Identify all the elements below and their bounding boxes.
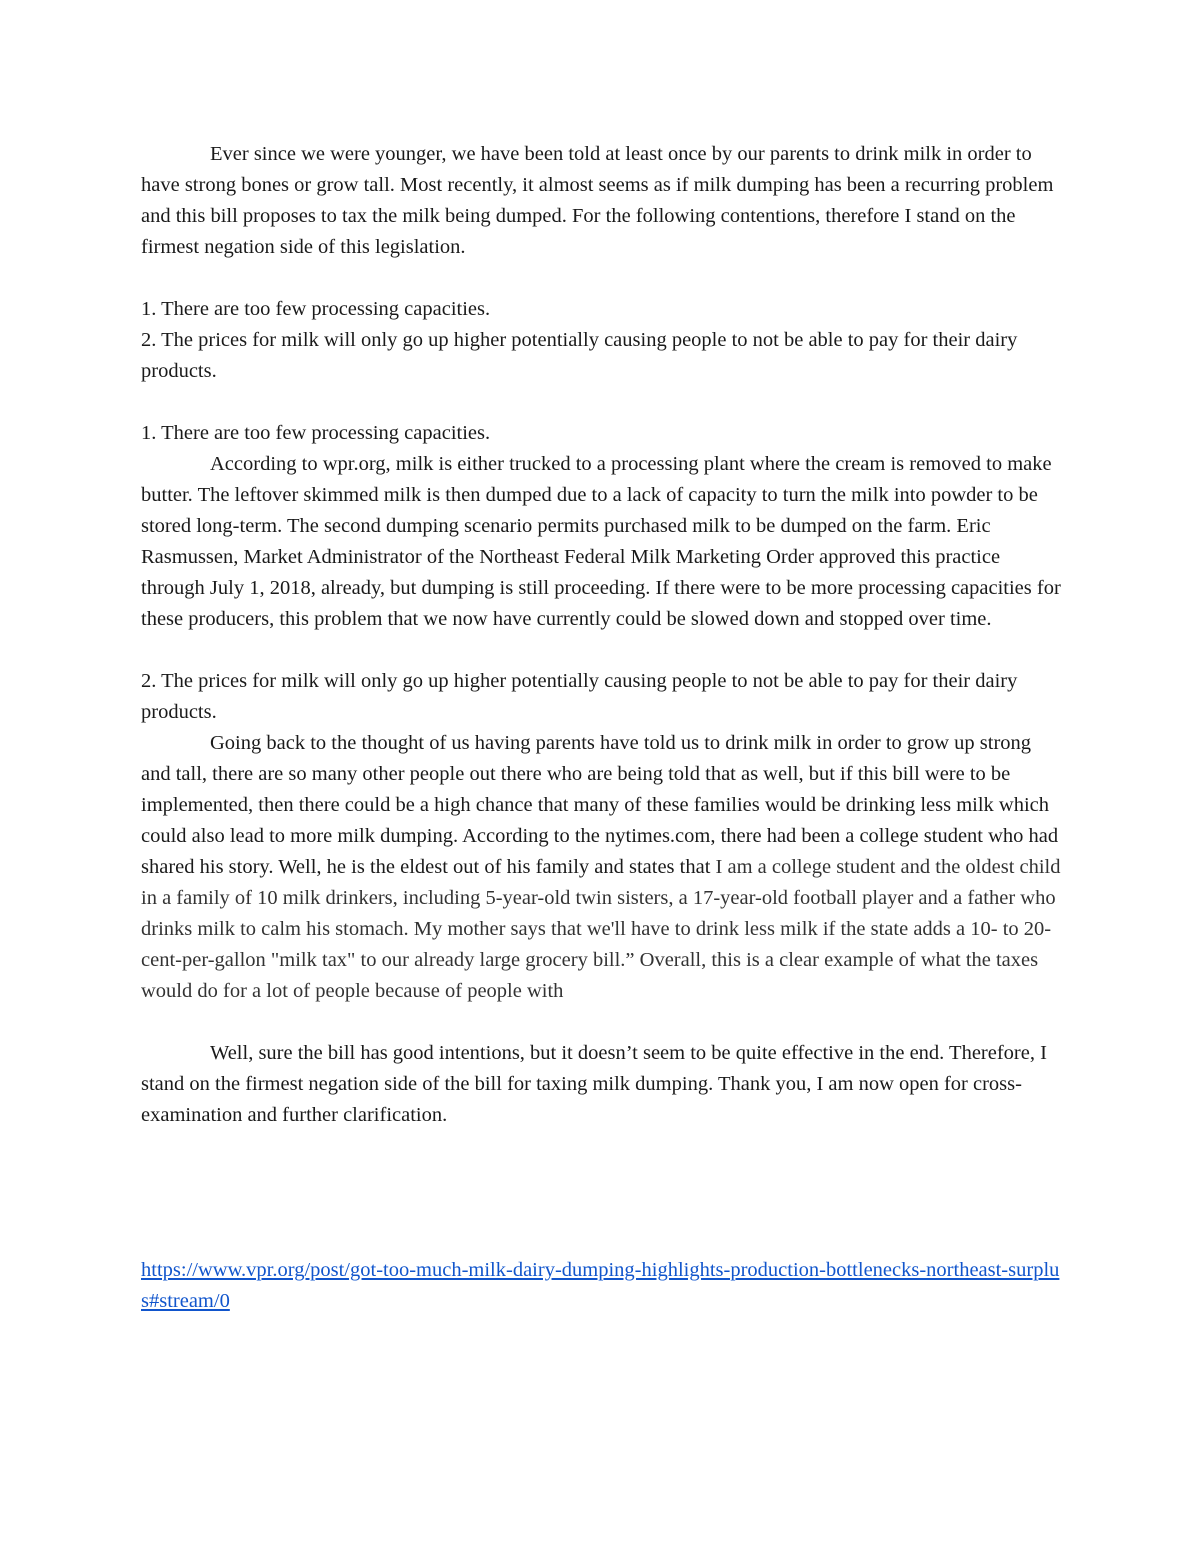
intro-paragraph: Ever since we were younger, we have been told at least once by our parents to drink milk in order to have strong bones or grow tall. Most recently, it almost seems as if milk dumping has been a recurring problem and this bill proposes to tax the milk being dumped. For the following contentions, therefore I stand on the firmest negation side of this legislation. [141, 143, 1054, 258]
source-link[interactable]: https://www.vpr.org/post/got-too-much-milk-dairy-dumping-highlights-production-bottlenecks-northeast-surplus#stream/0 [141, 1259, 1060, 1312]
section1-body: According to wpr.org, milk is either trucked to a processing plant where the cream is removed to make butter. The leftover skimmed milk is then dumped due to a lack of capacity to turn the milk into powder to be stored long-term. The second dumping scenario permits purchased milk to be dumped on the farm. Eric Rasmussen, Market Administrator of the Northeast Federal Milk Marketing Order approved this practice through July 1, 2018, already, but dumping is still proceeding. If there were to be more processing capacities for these producers, this problem that we now have currently could be slowed down and stopped over time. [141, 453, 1061, 630]
conclusion-paragraph: Well, sure the bill has good intentions, but it doesn’t seem to be quite effective in the end. Therefore, I stand on the firmest negation side of the bill for taxing milk dumping. Thank you, I am now open for cross-examination and further clarification. [141, 1042, 1047, 1126]
spacer [141, 1131, 1061, 1255]
contention-item-2: 2. The prices for milk will only go up higher potentially causing people to not be able to pay for their dairy products. [141, 329, 1018, 382]
section2-quote: I am a college student and the oldest child in a family of 10 milk drinkers, including 5-year-old twin sisters, a 17-year-old football player and a father who drinks milk to calm his stomach. My mother says that we'll have to drink less milk if the state adds a 10- to 20-cent-per-gallon "milk tax" to our already large grocery bill.” Overall, this is a clear example of what the taxes would do for a lot of people because of people with [141, 856, 1061, 1002]
contention-item-1: 1. There are too few processing capacities. [141, 298, 491, 320]
section2-heading: 2. The prices for milk will only go up higher potentially causing people to not be able to pay for their dairy products. [141, 670, 1018, 723]
spacer [141, 387, 1061, 418]
section2-body [141, 728, 1061, 1007]
section2-body-lead: Going back to the thought of us having parents have told us to drink milk in order to grow up strong and tall, there are so many other people out there who are being told that as well, but if this bill were to be implemented, then there could be a high chance that many of these families would be drinking less milk which could also lead to more milk dumping. According to the nytimes.com, there had been a college student who had shared his story. Well, he is the eldest out of his family and states that [141, 732, 1059, 878]
spacer [141, 1007, 1061, 1038]
section1-heading: 1. There are too few processing capacities. [141, 422, 491, 444]
spacer [141, 263, 1061, 294]
document-page [141, 139, 1061, 1317]
spacer [141, 635, 1061, 666]
